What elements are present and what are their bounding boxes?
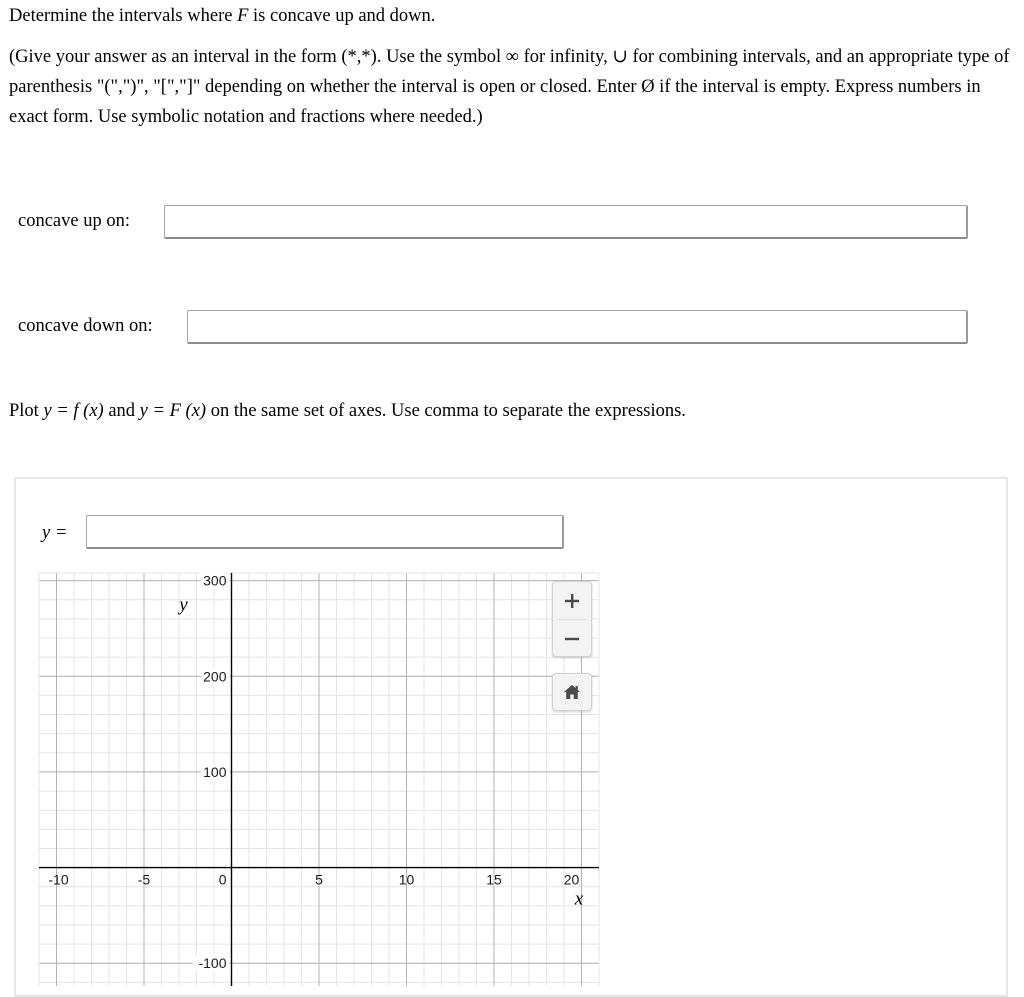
x-tick-label: -10: [48, 871, 69, 888]
plot-prompt-pre: Plot: [9, 401, 44, 421]
y-tick-label: 0: [218, 871, 227, 888]
y-tick-label: 200: [203, 668, 227, 685]
y-tick-label: 300: [203, 572, 227, 589]
minus-icon: [565, 632, 579, 646]
question-instructions: (Give your answer as an interval in the form (*,*). Use the symbol ∞ for infinity, ∪ for combining intervals, and an appropriate type of parenthesis "(",")", "[","]" depending on whether the interval is open or closed. Enter Ø if the interval is empty. Express numbers in exact form. Use symbolic notation and fractions where needed.): [9, 47, 1010, 127]
x-tick-label: -5: [137, 871, 151, 888]
x-tick-label: 20: [563, 871, 580, 888]
question-title-variable: F: [237, 6, 249, 26]
y-tick-label: -100: [198, 955, 227, 972]
question-title-pre: Determine the intervals where: [9, 6, 238, 26]
x-tick-label: 10: [398, 871, 415, 888]
plot-prompt-equation-f: y = f (x): [43, 401, 104, 421]
axis-names: [177, 595, 584, 910]
concave-down-label: concave down on:: [18, 316, 153, 336]
y-tick-label: 100: [203, 763, 227, 780]
zoom-out-button[interactable]: [553, 620, 591, 657]
plus-icon: [565, 594, 579, 608]
zoom-in-button[interactable]: [553, 582, 591, 619]
plot-prompt-mid: and: [103, 401, 140, 421]
y-equals-label: y =: [42, 523, 68, 543]
plot-prompt-equation-big-f: y = F (x): [139, 401, 207, 421]
zoom-controls: [552, 581, 592, 657]
y-axis-name: y: [179, 594, 188, 616]
concave-up-label: concave up on:: [18, 211, 130, 231]
reset-view-button[interactable]: [552, 673, 592, 711]
major-grid: [39, 573, 599, 986]
x-tick-label: 5: [315, 871, 323, 888]
home-icon: [563, 684, 581, 700]
plot-prompt-post: on the same set of axes. Use comma to separate the expressions.: [206, 401, 686, 421]
x-axis-name: x: [574, 888, 584, 910]
x-tick-label: 15: [486, 871, 502, 888]
question-title-post: is concave up and down.: [248, 6, 436, 26]
